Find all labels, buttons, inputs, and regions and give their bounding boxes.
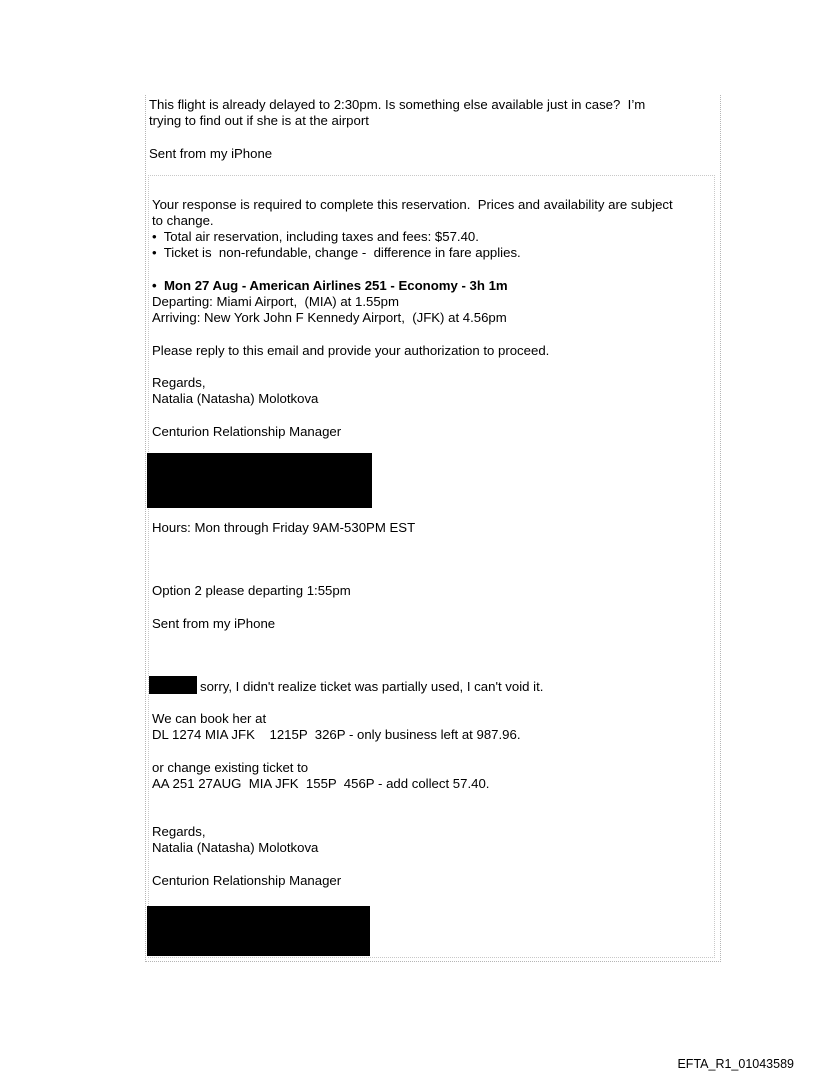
reservation-intro: to change. bbox=[152, 213, 214, 228]
reservation-intro: Your response is required to complete this reservation. Prices and availability are subject bbox=[152, 197, 673, 212]
sender-name: Natalia (Natasha) Molotkova bbox=[152, 391, 319, 406]
redaction-block bbox=[147, 453, 372, 508]
reply-request: Please reply to this email and provide your authorization to proceed. bbox=[152, 343, 550, 358]
sender-name: Natalia (Natasha) Molotkova bbox=[152, 840, 319, 855]
redacted-name bbox=[149, 676, 197, 694]
message-line: or change existing ticket to bbox=[152, 760, 309, 775]
reservation-bullet: • Ticket is non-refundable, change - difference in fare applies. bbox=[152, 245, 521, 260]
sent-from-signature: Sent from my iPhone bbox=[149, 146, 273, 161]
sent-from-signature: Sent from my iPhone bbox=[152, 616, 276, 631]
flight-option: DL 1274 MIA JFK 1215P 326P - only business left at 987.96. bbox=[152, 727, 521, 742]
sender-title: Centurion Relationship Manager bbox=[152, 873, 342, 888]
flight-option: AA 251 27AUG MIA JFK 155P 456P - add collect 57.40. bbox=[152, 776, 490, 791]
regards: Regards, bbox=[152, 824, 206, 839]
sender-title: Centurion Relationship Manager bbox=[152, 424, 342, 439]
message-line: sorry, I didn't realize ticket was partially used, I can't void it. bbox=[200, 679, 544, 694]
message-line: We can book her at bbox=[152, 711, 267, 726]
document-id: EFTA_R1_01043589 bbox=[677, 1057, 794, 1071]
reservation-bullet: • Total air reservation, including taxes and fees: $57.40. bbox=[152, 229, 479, 244]
regards: Regards, bbox=[152, 375, 206, 390]
message-line: trying to find out if she is at the airport bbox=[149, 113, 369, 128]
message-line: This flight is already delayed to 2:30pm. Is something else available just in case? I’m bbox=[149, 97, 646, 112]
departing-info: Departing: Miami Airport, (MIA) at 1.55pm bbox=[152, 294, 399, 309]
message-line: Option 2 please departing 1:55pm bbox=[152, 583, 351, 598]
redaction-block bbox=[147, 906, 370, 956]
arriving-info: Arriving: New York John F Kennedy Airport, (JFK) at 4.56pm bbox=[152, 310, 507, 325]
business-hours: Hours: Mon through Friday 9AM-530PM EST bbox=[152, 520, 416, 535]
flight-heading: • Mon 27 Aug - American Airlines 251 - Economy - 3h 1m bbox=[152, 278, 508, 293]
